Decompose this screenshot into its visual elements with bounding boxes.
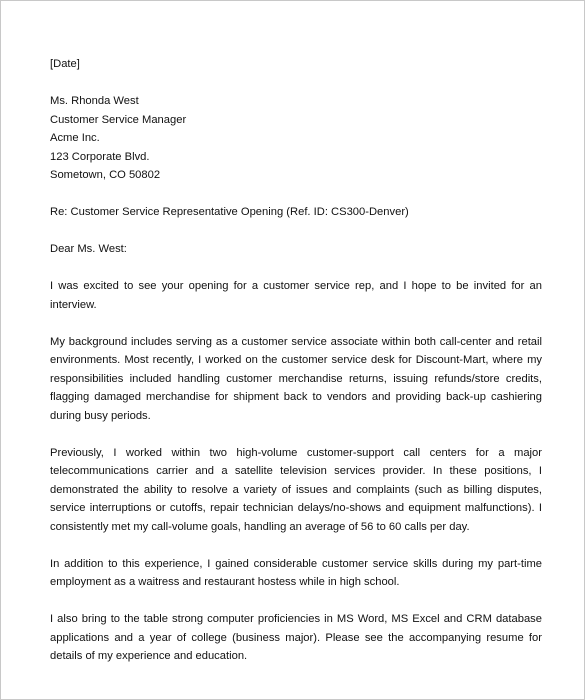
- body-paragraph: I was excited to see your opening for a customer service rep, and I hope to be invited for an interview.: [50, 280, 542, 311]
- recipient-title: Customer Service Manager: [50, 113, 187, 126]
- subject-line: Re: Customer Service Representative Opening (Ref. ID: CS300-Denver): [50, 206, 409, 218]
- body-paragraph: In addition to this experience, I gained considerable customer service skills during my part-time employment as a waitress and restaurant hostess while in high school.: [50, 557, 542, 588]
- salutation: Dear Ms. West:: [50, 243, 127, 255]
- body-paragraph: Previously, I worked within two high-volume customer-support call centers for a major telecommunications carrier and a satellite television services provider. In these positions, I demonstrated the ability to resolve a variety of issues and complaints (such as billing disputes, service interruptions or cutoffs, repair technician delays/no-shows and equipment malfunctions). I consistently met my call-volume goals, handling an average of 56 to 60 calls per day.: [50, 446, 542, 533]
- cover-letter: [50, 55, 542, 666]
- body-paragraph: I also bring to the table strong computer proficiencies in MS Word, MS Excel and CRM database applications and a year of college (business major). Please see the accompanying resume for details of my experience and education.: [50, 613, 542, 662]
- body-paragraph: My background includes serving as a customer service associate within both call-center and retail environments. Most recently, I worked on the customer service desk for Discount-Mart, where my responsibilities included handling customer merchandise returns, issuing refunds/store credits, flagging damaged merchandise for shipment back to vendors and providing back-up cashiering during busy periods.: [50, 335, 542, 422]
- recipient-company: Acme Inc.: [50, 132, 100, 144]
- recipient-name: Ms. Rhonda West: [50, 95, 139, 107]
- recipient-city: Sometown, CO 50802: [50, 169, 161, 181]
- letter-date: [Date]: [50, 58, 80, 70]
- recipient-address: [50, 92, 542, 185]
- recipient-street: 123 Corporate Blvd.: [50, 150, 150, 163]
